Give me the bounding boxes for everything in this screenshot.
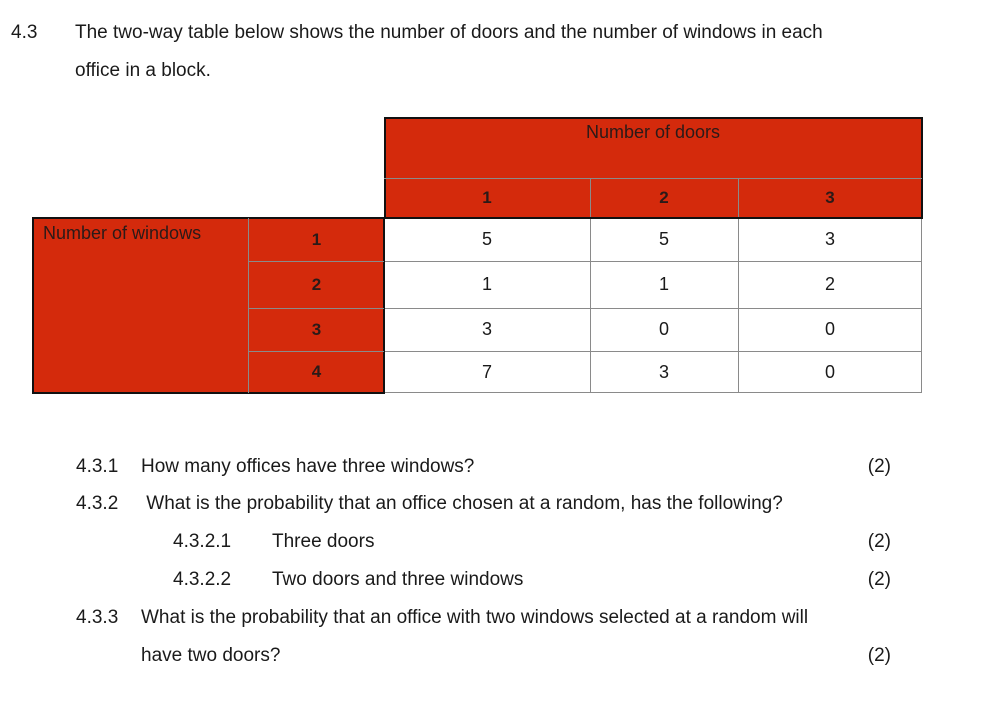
subquestion-marks: (2) [867,531,891,552]
grid-line [921,117,923,219]
grid-line [249,261,384,262]
table-cell: 1 [481,274,492,294]
table-cell: 0 [824,361,835,382]
subquestion-marks: (2) [867,645,891,666]
doors-header-label: Number of doors [585,122,721,142]
grid-line [384,117,386,218]
question-intro-line-2: office in a block. [75,60,211,81]
table-cell: 1 [658,274,669,294]
subquestion-number: 4.3.3 [76,607,119,628]
grid-line [249,351,384,352]
subquestion-text-line-2: have two doors? [141,645,281,666]
table-cell: 5 [481,229,492,249]
window-value-3: 3 [311,319,322,339]
subquestion-marks: (2) [867,569,891,590]
table-cell: 3 [481,319,492,339]
table-cell: 3 [824,229,835,249]
grid-line [32,392,385,394]
grid-line [32,217,385,219]
subquestion-number: 4.3.2.1 [173,531,232,552]
table-cell: 0 [824,319,835,339]
question-number: 4.3 [11,22,38,43]
grid-line [248,218,249,393]
grid-line [384,392,922,393]
table-cell: 3 [658,361,669,382]
grid-line [384,308,922,309]
door-value-1: 1 [482,188,492,207]
subquestion-text: How many offices have three windows? [141,456,475,477]
table-cell: 2 [824,274,835,294]
grid-line [384,261,922,262]
table-cell: 0 [658,319,669,339]
grid-line [738,178,739,393]
windows-header-label: Number of windows [43,223,202,243]
window-value-4: 4 [311,362,322,381]
grid-line [384,217,923,219]
subquestion-number: 4.3.2.2 [173,569,232,590]
subquestion-text: Three doors [272,531,375,552]
grid-line [32,217,34,394]
door-value-2: 2 [659,188,669,207]
grid-line [384,178,922,179]
subquestion-text: What is the probability that an office chosen at a random, has the following? [141,493,783,514]
subquestion-text-line-1: What is the probability that an office with two windows selected at a random will [141,607,809,628]
grid-line [590,178,591,393]
window-value-2: 2 [311,274,322,294]
question-intro-line-1: The two-way table below shows the number of doors and the number of windows in each [75,22,823,43]
subquestion-marks: (2) [867,456,891,477]
grid-line [249,308,384,309]
subquestion-number: 4.3.1 [76,456,119,477]
table-cell: 5 [658,229,669,249]
grid-line [921,218,922,393]
subquestion-text: Two doors and three windows [272,569,524,590]
table-cell: 7 [481,361,492,382]
subquestion-number: 4.3.2 [76,493,119,514]
grid-line [384,351,922,352]
grid-line [384,117,923,119]
door-value-3: 3 [825,188,835,207]
grid-line [383,217,385,394]
window-value-1: 1 [311,229,322,249]
